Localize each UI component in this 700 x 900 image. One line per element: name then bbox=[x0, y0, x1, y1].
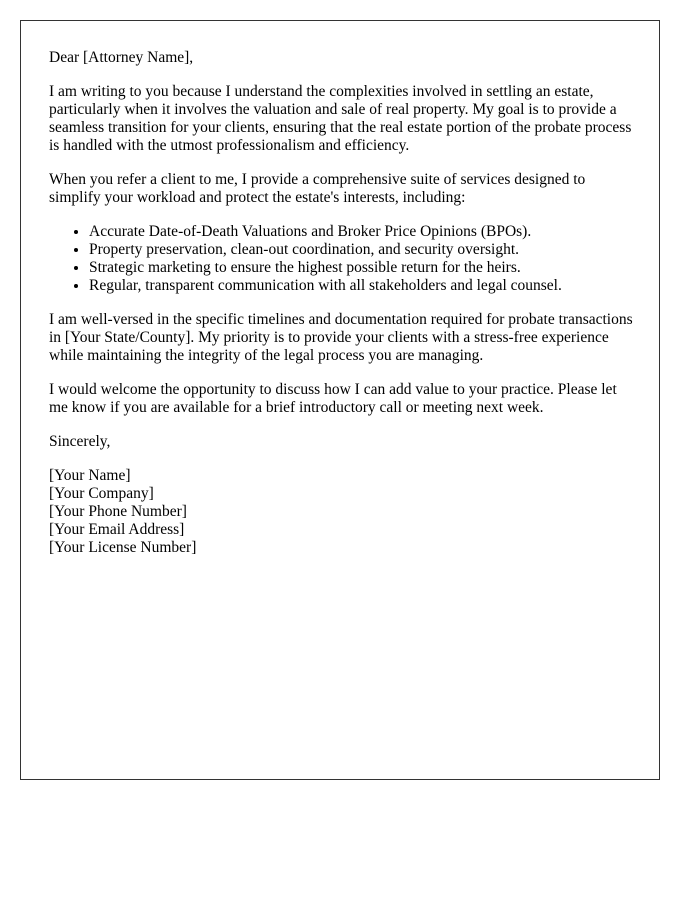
greeting: Dear [Attorney Name], bbox=[49, 49, 194, 66]
letter-frame bbox=[20, 20, 660, 780]
service-item: • Accurate Date-of-Death Valuations and Broker Price Opinions (BPOs). bbox=[89, 223, 633, 241]
closing: Sincerely, bbox=[49, 433, 111, 450]
signature-block bbox=[49, 467, 633, 557]
intro-paragraph: I am writing to you because I understand the complexities involved in settling an estate, particularly when it involves the valuation and sale of real property. My goal is to provide a seamless transition for your clients, ensuring that the real estate portion of the probate process is handled with the utmost professionalism and efficiency. bbox=[49, 83, 632, 154]
letter-body bbox=[49, 49, 633, 557]
services-list bbox=[49, 223, 633, 295]
call-to-action-paragraph: I would welcome the opportunity to discuss how I can add value to your practice. Please let me know if you are available for a brief introductory call or meeting next week. bbox=[49, 381, 617, 416]
signature-email: [Your Email Address] bbox=[49, 521, 185, 538]
signature-phone: [Your Phone Number] bbox=[49, 503, 187, 520]
service-item: • Property preservation, clean-out coordination, and security oversight. bbox=[89, 241, 633, 259]
signature-license: [Your License Number] bbox=[49, 539, 197, 556]
expertise-paragraph: I am well-versed in the specific timelines and documentation required for probate transactions in [Your State/County]. My priority is to provide your clients with a stress-free experience while maintaining the integrity of the legal process you are managing. bbox=[49, 311, 633, 364]
service-item: • Regular, transparent communication with all stakeholders and legal counsel. bbox=[89, 277, 633, 295]
signature-name: [Your Name] bbox=[49, 467, 131, 484]
service-item: • Strategic marketing to ensure the highest possible return for the heirs. bbox=[89, 259, 633, 277]
signature-company: [Your Company] bbox=[49, 485, 154, 502]
services-intro-paragraph: When you refer a client to me, I provide a comprehensive suite of services designed to simplify your workload and protect the estate's interests, including: bbox=[49, 171, 586, 206]
